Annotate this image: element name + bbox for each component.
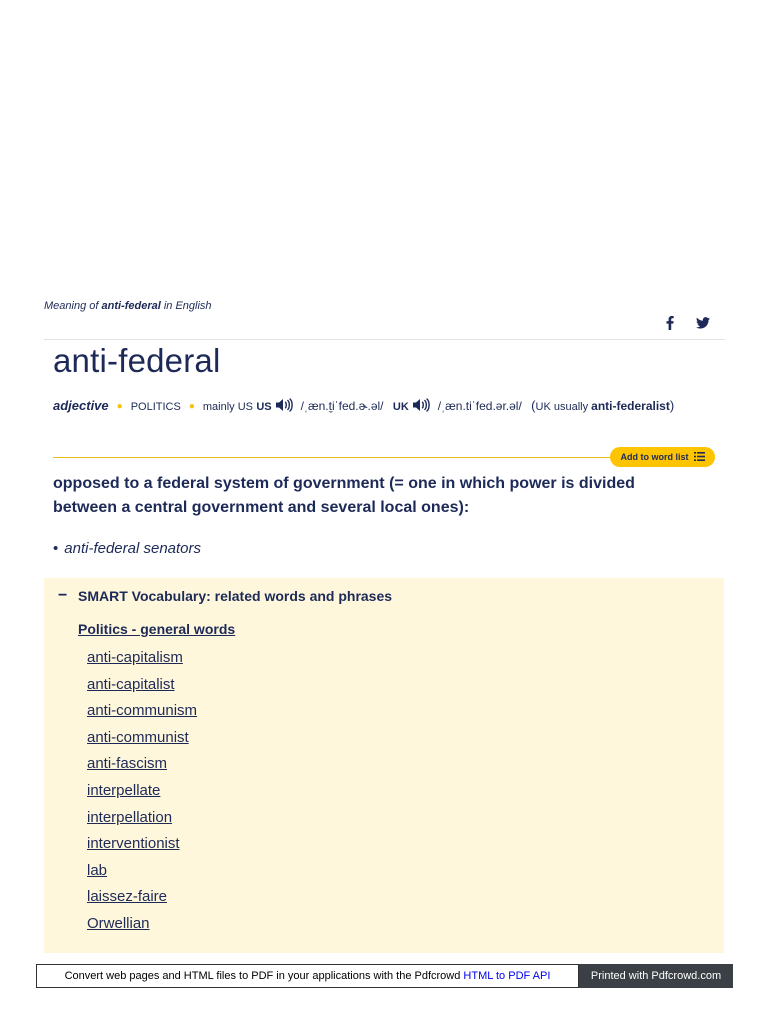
us-region-label: US [256,401,272,413]
variant-note: UK usually [535,401,592,413]
share-bar [666,316,710,332]
example-bullet: • [53,540,59,557]
topic-link-politics[interactable]: Politics - general words [78,621,236,637]
pdfcrowd-printed-badge[interactable]: Printed with Pdfcrowd.com [579,964,733,988]
meaning-heading [44,300,212,312]
html-to-pdf-api-link[interactable]: HTML to PDF API [463,970,551,982]
us-pronunciation: /ˌæn.t̬iˈfed.ɚ.əl/ [300,399,384,413]
example-sentence [53,540,201,557]
smart-vocabulary-toggle[interactable] [58,587,392,605]
related-word-link[interactable]: Orwellian [87,914,150,932]
related-word-link[interactable]: anti-capitalist [87,675,175,693]
related-word-link[interactable]: laissez-faire [87,888,168,906]
list-item [87,700,197,727]
list-item [87,833,197,860]
related-word-link[interactable]: anti-communist [87,728,189,746]
part-of-speech: adjective [53,398,109,413]
uk-audio-speaker-icon[interactable] [412,395,430,422]
meaning-suffix: in English [160,300,212,312]
definition-text: opposed to a federal system of government (= one in which power is divided between a central government and several local ones): [53,475,635,516]
list-item [87,860,197,887]
twitter-icon[interactable] [696,317,710,331]
grammar-pronunciation-line [53,392,703,422]
smart-vocabulary-title: SMART Vocabulary: related words and phrases [78,588,393,604]
related-words-list [87,647,197,940]
related-word-link[interactable]: interventionist [87,835,180,853]
facebook-icon[interactable] [666,316,674,332]
variant-word: anti-federalist [591,399,670,413]
related-word-link[interactable]: lab [87,861,108,879]
divider [44,339,725,340]
related-word-link[interactable]: anti-communism [87,702,198,720]
list-item [87,647,197,674]
separator-dot: ● [188,401,195,412]
collapse-minus-icon: − [58,587,68,604]
related-word-link[interactable]: anti-fascism [87,755,168,773]
uk-region-label: UK [392,401,409,413]
related-word-link[interactable]: interpellate [87,781,161,799]
list-item [87,727,197,754]
meaning-word: anti-federal [101,300,161,312]
list-item [87,674,197,701]
definition-divider [53,457,625,458]
uk-pronunciation: /ˌæn.tiˈfed.ər.əl/ [437,399,522,413]
separator-dot: ● [116,401,123,412]
related-word-link[interactable]: anti-capitalism [87,649,183,666]
add-to-word-list-label: Add to word list [620,452,689,462]
pdfcrowd-banner [36,964,579,988]
list-item [87,753,197,780]
us-audio-speaker-icon[interactable] [275,395,293,422]
list-item [87,780,197,807]
headword: anti-federal [53,342,221,379]
pdfcrowd-banner-text: Convert web pages and HTML files to PDF in your applications with the Pdfcrowd [64,970,464,982]
paren-open: ( [531,398,536,413]
meaning-prefix: Meaning of [44,300,102,312]
list-item [87,886,197,913]
smart-vocabulary-panel [44,578,724,953]
usage-label: mainly US [202,401,253,413]
domain-label: POLITICS [130,401,181,413]
list-item [87,807,197,834]
list-item [87,913,197,940]
add-to-word-list-button[interactable] [610,447,715,467]
paren-close: ) [669,398,675,413]
example-text: anti-federal senators [64,540,202,557]
list-icon [694,452,705,463]
related-word-link[interactable]: interpellation [87,808,173,826]
